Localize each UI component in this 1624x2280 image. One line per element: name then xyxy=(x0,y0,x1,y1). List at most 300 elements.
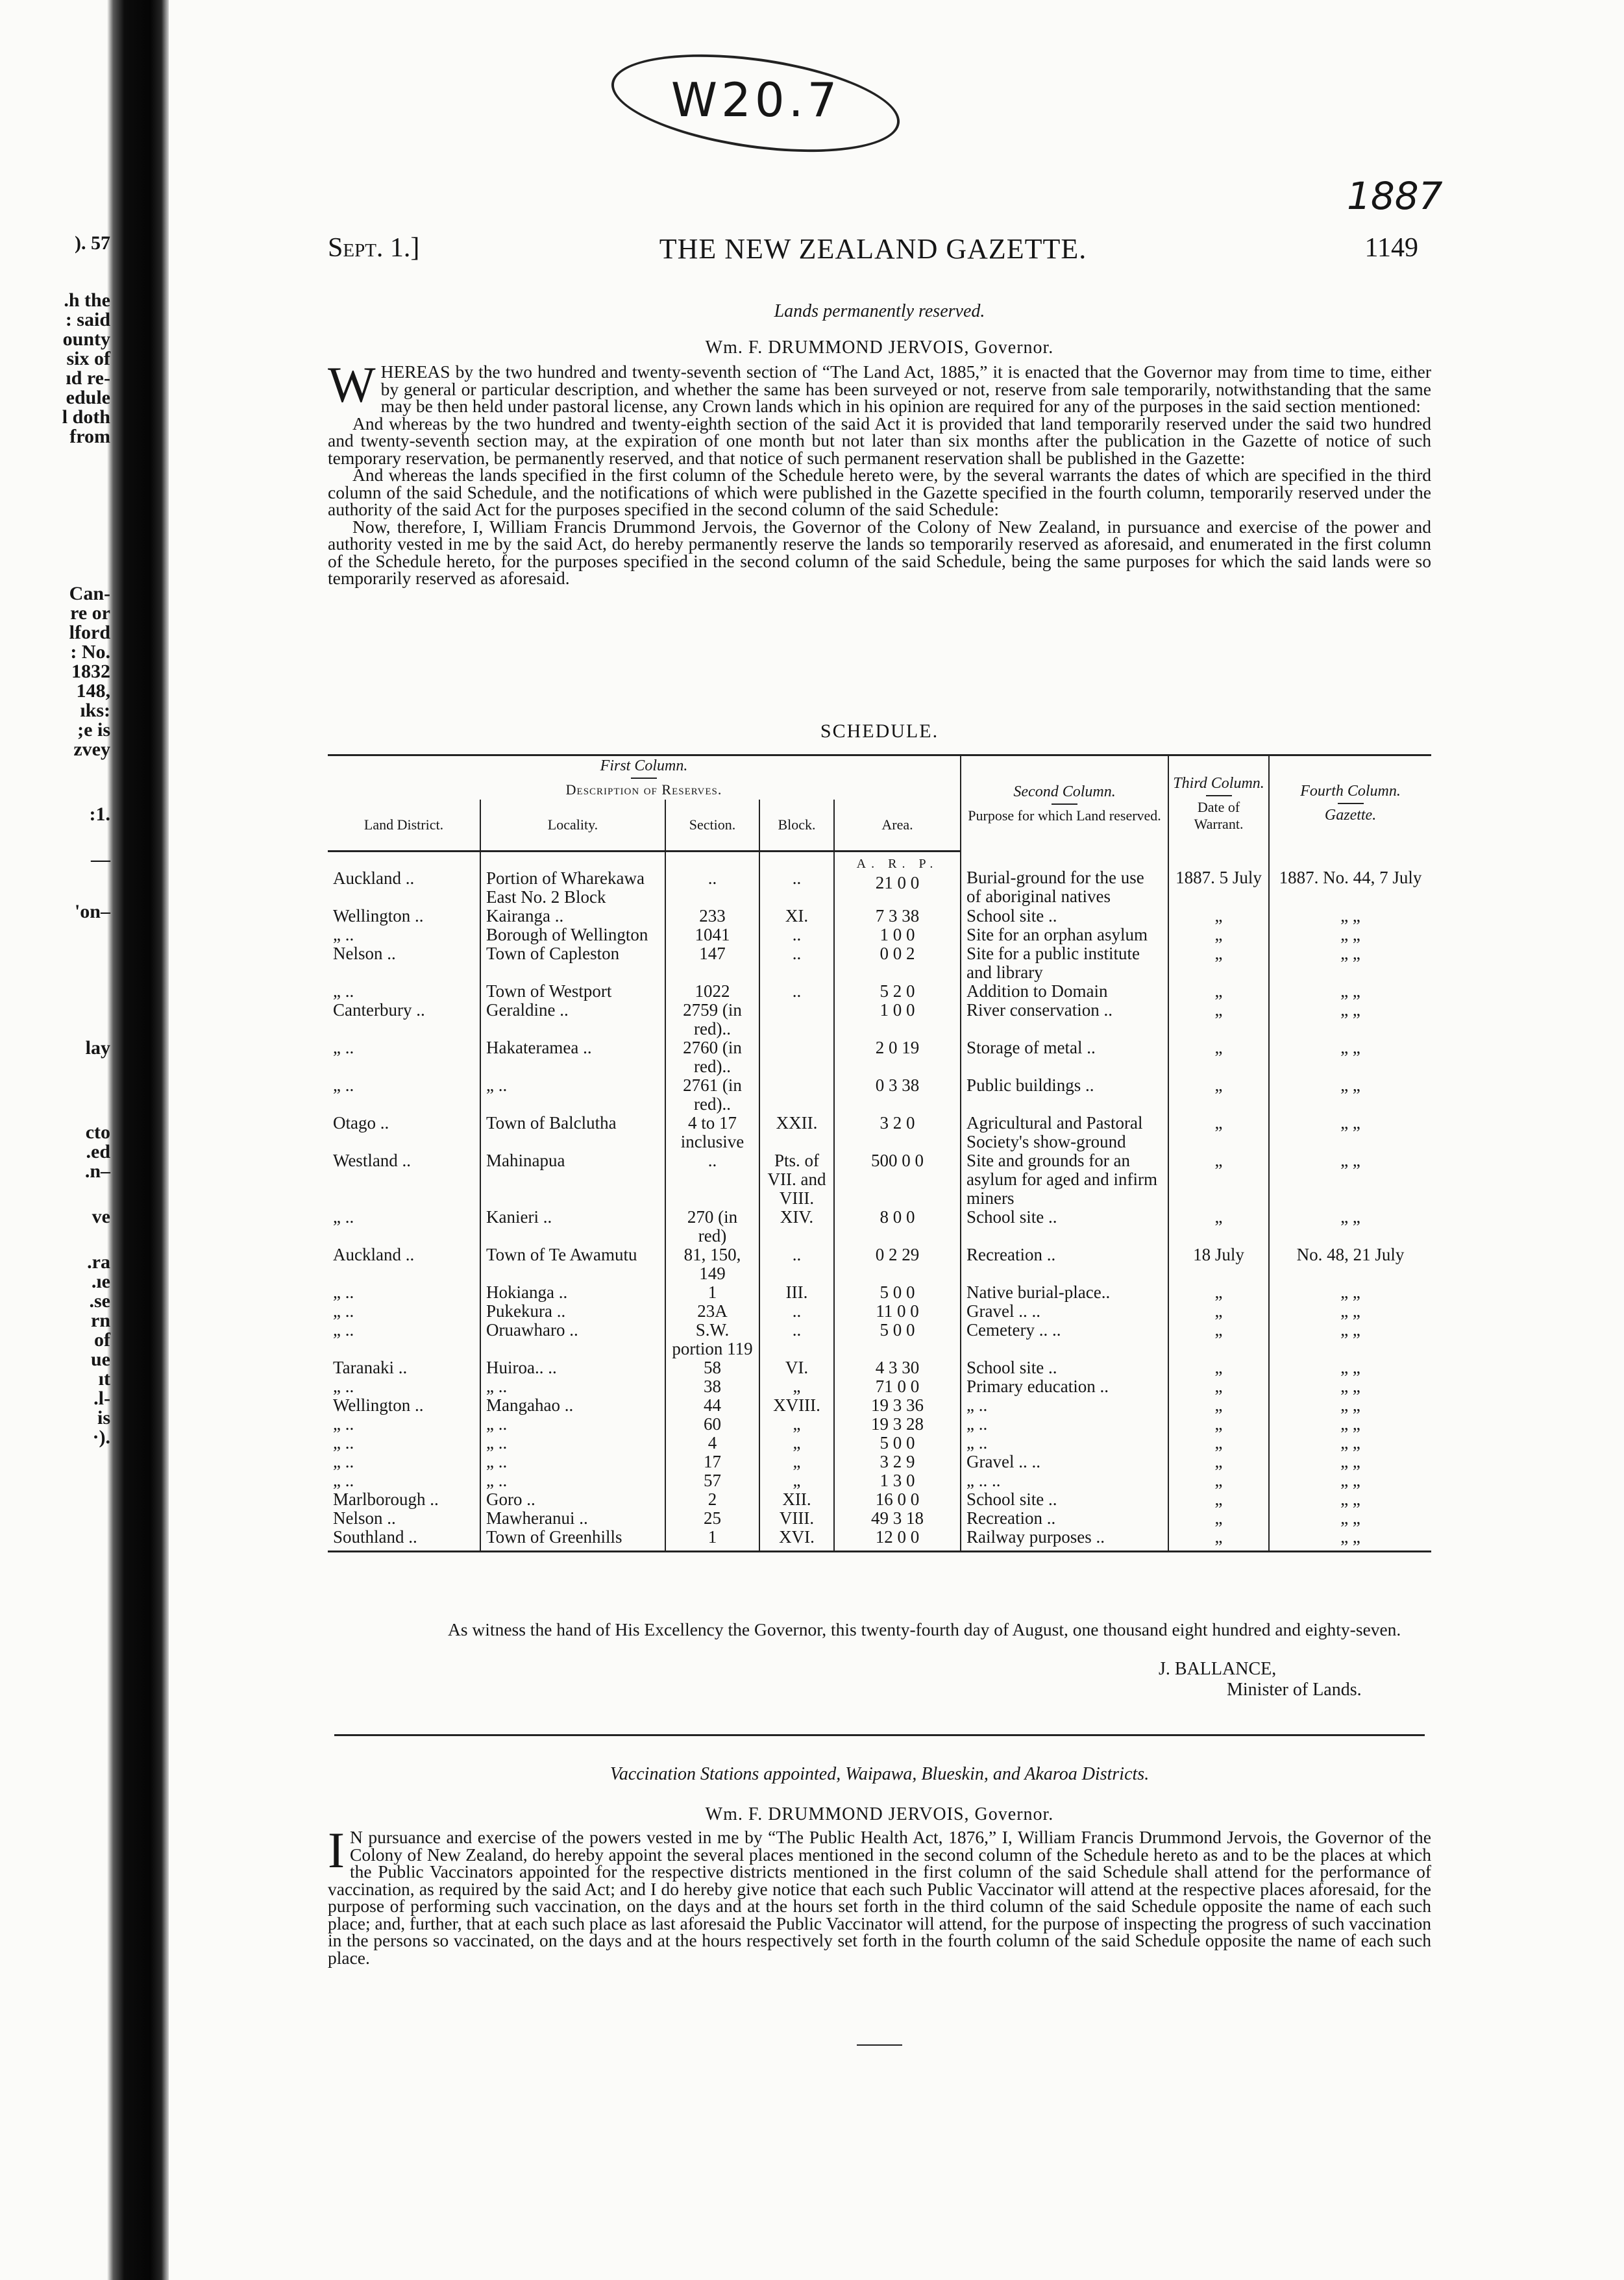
cell-block: .. xyxy=(759,982,834,1001)
cell-area: 0 0 2 xyxy=(834,944,961,982)
cell-district: „ .. xyxy=(333,981,354,1001)
section-header: Section. xyxy=(665,800,759,852)
cell-locality: Geraldine .. xyxy=(480,1001,665,1038)
cell-area xyxy=(834,852,961,907)
margin-fragment: 1832 xyxy=(71,661,110,682)
cell-block: XXII. xyxy=(759,1114,834,1151)
cell-locality: „ .. xyxy=(480,1076,665,1114)
schedule-row xyxy=(328,1377,1431,1396)
vaccination-body xyxy=(328,1822,1431,1968)
cell-gazette: „ „ xyxy=(1269,907,1431,925)
schedule-row xyxy=(328,925,1431,944)
cell-section: 233 xyxy=(665,907,759,925)
cell-purpose: School site .. xyxy=(961,907,1168,925)
end-rule xyxy=(857,2044,902,2046)
cell-purpose: Railway purposes .. xyxy=(961,1528,1168,1552)
schedule-row xyxy=(328,1114,1431,1151)
previous-page-margin xyxy=(36,0,110,2280)
cell-area: 1 0 0 xyxy=(834,925,961,944)
margin-fragment: .se xyxy=(89,1290,110,1312)
governor-line: Wm. F. DRUMMOND JERVOIS, Governor. xyxy=(705,337,1054,358)
cell-locality: Kanieri .. xyxy=(480,1208,665,1245)
cell-district: „ .. xyxy=(333,1452,354,1471)
cell-block: XII. xyxy=(759,1490,834,1509)
cell-section: .. xyxy=(665,852,759,907)
schedule-row xyxy=(328,1509,1431,1528)
schedule-row xyxy=(328,1001,1431,1038)
cell-district: Nelson .. xyxy=(333,944,396,963)
notice-paragraph: Now, therefore, I, William Francis Drummond Jervois, the Governor of the Colony of New Zealand, in pursuance and exercise of the power and authority vested in me by the said Act, do hereby permanently reserve the lands so temporarily reserved as aforesaid, and enumerated in the first column of the Schedule hereto, for the purposes specified in the second column of the said Schedule, being the same purposes for which the said lands were so temporarily reserved as aforesaid. xyxy=(328,516,1431,588)
cell-block: „ xyxy=(759,1377,834,1396)
cell-district: Canterbury .. xyxy=(333,1000,425,1020)
cell-warrant: „ xyxy=(1168,982,1269,1001)
margin-fragment: six of xyxy=(66,348,110,369)
cell-warrant: „ xyxy=(1168,1001,1269,1038)
schedule-row xyxy=(328,1283,1431,1302)
cell-district: „ .. xyxy=(333,1433,354,1453)
cell-purpose: Site for a public institute and library xyxy=(961,944,1168,982)
block-header: Block. xyxy=(759,800,834,852)
margin-fragment: ·). xyxy=(92,1427,110,1448)
margin-fragment: .ed xyxy=(86,1141,110,1162)
margin-fragment: : said xyxy=(65,309,110,330)
margin-fragment: ;e is xyxy=(77,719,110,741)
cell-warrant: „ xyxy=(1168,1415,1269,1434)
cell-warrant: „ xyxy=(1168,1453,1269,1471)
schedule-row xyxy=(328,1415,1431,1434)
cell-section: 2759 (in red).. xyxy=(665,1001,759,1038)
cell-warrant: „ xyxy=(1168,944,1269,982)
schedule-row xyxy=(328,944,1431,982)
cell-section: 147 xyxy=(665,944,759,982)
cell-gazette: „ „ xyxy=(1269,1283,1431,1302)
cell-locality: „ .. xyxy=(480,1471,665,1490)
cell-purpose: „ .. xyxy=(961,1434,1168,1453)
margin-fragment: — xyxy=(91,849,110,870)
cell-warrant: „ xyxy=(1168,1509,1269,1528)
locality-header: Locality. xyxy=(480,800,665,852)
cell-district: „ .. xyxy=(333,1377,354,1396)
cell-district: Auckland .. xyxy=(333,868,415,888)
cell-section: 38 xyxy=(665,1377,759,1396)
cell-purpose: School site .. xyxy=(961,1208,1168,1245)
margin-fragment: edule xyxy=(66,387,110,408)
cell-district: „ .. xyxy=(333,1075,354,1095)
cell-locality: „ .. xyxy=(480,1434,665,1453)
cell-block: .. xyxy=(759,925,834,944)
cell-section: 58 xyxy=(665,1358,759,1377)
cell-gazette: „ „ xyxy=(1269,982,1431,1001)
cell-area: 0 2 29 xyxy=(834,1245,961,1283)
cell-section: 2761 (in red).. xyxy=(665,1076,759,1114)
cell-warrant: „ xyxy=(1168,1076,1269,1114)
schedule-row xyxy=(328,1528,1431,1552)
cell-section: 1022 xyxy=(665,982,759,1001)
cell-gazette: „ „ xyxy=(1269,1208,1431,1245)
margin-fragment: : No. xyxy=(70,641,110,663)
margin-fragment: from xyxy=(69,426,110,447)
cell-gazette: „ „ xyxy=(1269,1528,1431,1552)
schedule-row xyxy=(328,1321,1431,1358)
margin-fragment: :1. xyxy=(89,803,110,825)
cell-warrant: „ xyxy=(1168,1038,1269,1076)
cell-purpose: Site and grounds for an asylum for aged and infirm miners xyxy=(961,1151,1168,1208)
cell-area: 3 2 0 xyxy=(834,1114,961,1151)
schedule-row xyxy=(328,1302,1431,1321)
cell-locality: Mahinapua xyxy=(480,1151,665,1208)
third-column-header: Third Column. Date of Warrant. xyxy=(1168,755,1269,852)
cell-section: S.W. portion 119 xyxy=(665,1321,759,1358)
cell-block: .. xyxy=(759,944,834,982)
cell-purpose: Site for an orphan asylum xyxy=(961,925,1168,944)
cell-warrant: 18 July xyxy=(1168,1245,1269,1283)
schedule-row xyxy=(328,852,1431,907)
cell-purpose: Public buildings .. xyxy=(961,1076,1168,1114)
margin-fragment: .h the xyxy=(64,289,110,311)
cell-warrant: „ xyxy=(1168,1321,1269,1358)
margin-fragment: ve xyxy=(92,1206,110,1227)
cell-block: .. xyxy=(759,1321,834,1358)
cell-warrant: „ xyxy=(1168,925,1269,944)
cell-locality: Town of Capleston xyxy=(480,944,665,982)
cell-gazette: „ „ xyxy=(1269,925,1431,944)
cell-gazette: „ „ xyxy=(1269,1321,1431,1358)
cell-purpose: Recreation .. xyxy=(961,1509,1168,1528)
cell-gazette: „ „ xyxy=(1269,1377,1431,1396)
cell-locality: Portion of Wharekawa East No. 2 Block xyxy=(480,852,665,907)
margin-fragment: ounty xyxy=(62,328,110,350)
cell-block: VIII. xyxy=(759,1509,834,1528)
margin-fragment: .l- xyxy=(93,1388,110,1409)
cell-district: Taranaki .. xyxy=(333,1358,408,1377)
cell-purpose: Recreation .. xyxy=(961,1245,1168,1283)
cell-section: 60 xyxy=(665,1415,759,1434)
header-title: THE NEW ZEALAND GAZETTE. xyxy=(659,233,1087,265)
cell-purpose: Addition to Domain xyxy=(961,982,1168,1001)
cell-locality: „ .. xyxy=(480,1415,665,1434)
cell-district: „ .. xyxy=(333,1207,354,1227)
margin-fragment: .n– xyxy=(84,1160,110,1182)
margin-fragment: .ıe xyxy=(91,1271,110,1292)
cell-warrant: „ xyxy=(1168,1151,1269,1208)
margin-fragment: ue xyxy=(91,1349,110,1370)
cell-warrant: „ xyxy=(1168,1528,1269,1552)
cell-block: .. xyxy=(759,1302,834,1321)
cell-district: „ .. xyxy=(333,1414,354,1434)
cell-block: VI. xyxy=(759,1358,834,1377)
page-header xyxy=(328,232,1418,271)
cell-purpose: Native burial-place.. xyxy=(961,1283,1168,1302)
cell-area: 1 3 0 xyxy=(834,1471,961,1490)
notice-body xyxy=(328,356,1431,588)
cell-warrant: „ xyxy=(1168,1396,1269,1415)
cell-purpose: School site .. xyxy=(961,1490,1168,1509)
cell-locality: Town of Greenhills xyxy=(480,1528,665,1552)
cell-warrant: „ xyxy=(1168,1377,1269,1396)
cell-area: 71 0 0 xyxy=(834,1377,961,1396)
schedule-row xyxy=(328,1490,1431,1509)
signatory-name: J. BALLANCE, xyxy=(1159,1659,1277,1679)
notice-paragraph xyxy=(328,356,1431,416)
cell-district: „ .. xyxy=(333,1301,354,1321)
notice-paragraph: And whereas by the two hundred and twenty-eighth section of the said Act it is provided that land temporarily reserved under the said two hundred and twenty-seventh section may, at the expiration of one month but not later than six months after the publication in the Gazette of notice of such temporary reservation, be permanently reserved, and that notice of such permanent reservation shall be published in the Gazette: xyxy=(328,413,1431,468)
schedule-row xyxy=(328,1076,1431,1114)
cell-locality: Borough of Wellington xyxy=(480,925,665,944)
cell-block: XI. xyxy=(759,907,834,925)
cell-warrant: 1887. 5 July xyxy=(1168,852,1269,907)
cell-gazette: „ „ xyxy=(1269,1453,1431,1471)
area-header: Area. xyxy=(834,800,961,852)
cell-district: Nelson .. xyxy=(333,1508,396,1528)
second-column-header: Second Column. Purpose for which Land reserved. xyxy=(961,755,1168,852)
cell-gazette: „ „ xyxy=(1269,1114,1431,1151)
cell-area: 1 0 0 xyxy=(834,1001,961,1038)
cell-area: 19 3 28 xyxy=(834,1415,961,1434)
cell-locality: Oruawharo .. xyxy=(480,1321,665,1358)
schedule-row xyxy=(328,1208,1431,1245)
cell-purpose: Burial-ground for the use of aboriginal natives xyxy=(961,852,1168,907)
cell-block: XVI. xyxy=(759,1528,834,1552)
header-date: Sept. 1.] xyxy=(328,233,420,263)
signatory-title: Minister of Lands. xyxy=(1227,1680,1362,1700)
cell-block xyxy=(759,1076,834,1114)
cell-section: .. xyxy=(665,1151,759,1208)
cell-area: 8 0 0 xyxy=(834,1208,961,1245)
margin-fragment: ıd re- xyxy=(66,367,110,389)
land-district-header: Land District. xyxy=(328,800,480,852)
cell-locality: „ .. xyxy=(480,1453,665,1471)
margin-fragment: 'on– xyxy=(74,901,110,922)
cell-district: „ .. xyxy=(333,925,354,944)
cell-area: 0 3 38 xyxy=(834,1076,961,1114)
cell-block: XIV. xyxy=(759,1208,834,1245)
cell-area: 49 3 18 xyxy=(834,1509,961,1528)
cell-section: 1 xyxy=(665,1528,759,1552)
schedule-row xyxy=(328,1038,1431,1076)
area-value: 21 0 0 xyxy=(875,873,920,892)
cell-area: 2 0 19 xyxy=(834,1038,961,1076)
notice-heading: Lands permanently reserved. xyxy=(774,301,985,321)
cell-purpose: Gravel .. .. xyxy=(961,1453,1168,1471)
cell-area: 12 0 0 xyxy=(834,1528,961,1552)
cell-purpose: „ .. .. xyxy=(961,1471,1168,1490)
cell-gazette: „ „ xyxy=(1269,1001,1431,1038)
witness-text: As witness the hand of His Excellency the Governor, this twenty-fourth day of August, one thousand eight hundred and eighty-seven. xyxy=(448,1619,1401,1639)
cell-locality: Town of Westport xyxy=(480,982,665,1001)
cell-purpose: Gravel .. .. xyxy=(961,1302,1168,1321)
cell-warrant: „ xyxy=(1168,1283,1269,1302)
cell-warrant: „ xyxy=(1168,1490,1269,1509)
cell-block: „ xyxy=(759,1471,834,1490)
schedule-row xyxy=(328,1151,1431,1208)
cell-gazette: 1887. No. 44, 7 July xyxy=(1269,852,1431,907)
cell-area: 19 3 36 xyxy=(834,1396,961,1415)
schedule-row xyxy=(328,1396,1431,1415)
cell-block: „ xyxy=(759,1415,834,1434)
schedule-table xyxy=(328,754,1431,1552)
margin-fragment: lay xyxy=(85,1037,110,1059)
cell-locality: Mangahao .. xyxy=(480,1396,665,1415)
cell-section: 17 xyxy=(665,1453,759,1471)
margin-fragment: 148, xyxy=(76,680,110,702)
first-column-header: First Column. Description of Reserves. xyxy=(328,755,961,800)
dropcap: W xyxy=(328,356,376,413)
cell-block: XVIII. xyxy=(759,1396,834,1415)
margin-fragment: .ra xyxy=(87,1251,110,1273)
cell-block: III. xyxy=(759,1283,834,1302)
cell-district: Marlborough .. xyxy=(333,1489,439,1509)
cell-district: „ .. xyxy=(333,1282,354,1302)
cell-gazette: „ „ xyxy=(1269,1358,1431,1377)
schedule-row xyxy=(328,907,1431,925)
cell-locality: Mawheranui .. xyxy=(480,1509,665,1528)
cell-block: „ xyxy=(759,1434,834,1453)
handwritten-year: 1887 xyxy=(1347,174,1443,218)
cell-gazette: „ „ xyxy=(1269,1490,1431,1509)
witness-clause xyxy=(448,1621,1434,1639)
cell-district: „ .. xyxy=(333,1038,354,1057)
cell-locality: Town of Balclutha xyxy=(480,1114,665,1151)
cell-locality: Huiroa.. .. xyxy=(480,1358,665,1377)
vaccination-governor-line: Wm. F. DRUMMOND JERVOIS, Governor. xyxy=(705,1804,1054,1824)
cell-district: „ .. xyxy=(333,1471,354,1490)
page-number: 1149 xyxy=(1364,233,1418,263)
cell-warrant: „ xyxy=(1168,1358,1269,1377)
cell-district: Westland .. xyxy=(333,1151,412,1170)
cell-gazette: „ „ xyxy=(1269,1076,1431,1114)
cell-purpose: River conservation .. xyxy=(961,1001,1168,1038)
margin-fragment: is xyxy=(97,1407,110,1428)
cell-block: .. xyxy=(759,1245,834,1283)
cell-section: 4 xyxy=(665,1434,759,1453)
cell-purpose: Agricultural and Pastoral Society's show-ground xyxy=(961,1114,1168,1151)
margin-fragment: rn xyxy=(91,1310,110,1331)
cell-area: 5 2 0 xyxy=(834,982,961,1001)
area-units: A. R. P. xyxy=(856,857,939,871)
cell-section: 4 to 17 inclusive xyxy=(665,1114,759,1151)
cell-section: 1 xyxy=(665,1283,759,1302)
cell-district: Auckland .. xyxy=(333,1245,415,1264)
margin-fragment: re or xyxy=(70,602,110,624)
cell-gazette: „ „ xyxy=(1269,1302,1431,1321)
vaccination-heading: Vaccination Stations appointed, Waipawa, Blueskin, and Akaroa Districts. xyxy=(609,1764,1150,1784)
cell-gazette: „ „ xyxy=(1269,1415,1431,1434)
cell-warrant: „ xyxy=(1168,907,1269,925)
cell-warrant: „ xyxy=(1168,1434,1269,1453)
cell-district: „ .. xyxy=(333,1320,354,1340)
cell-block: Pts. of VII. and VIII. xyxy=(759,1151,834,1208)
cell-gazette: „ „ xyxy=(1269,1151,1431,1208)
stamp-text: W20.7 xyxy=(671,73,841,128)
margin-fragment: cto xyxy=(85,1122,110,1143)
cell-gazette: „ „ xyxy=(1269,1396,1431,1415)
cell-locality: Hokianga .. xyxy=(480,1283,665,1302)
margin-fragment: l doth xyxy=(62,406,110,428)
cell-locality: „ .. xyxy=(480,1377,665,1396)
schedule-body xyxy=(328,852,1431,1552)
cell-section: 270 (in red) xyxy=(665,1208,759,1245)
cell-section: 2760 (in red).. xyxy=(665,1038,759,1076)
cell-purpose: „ .. xyxy=(961,1396,1168,1415)
scan-binding-shadow xyxy=(107,0,169,2280)
cell-locality: Town of Te Awamutu xyxy=(480,1245,665,1283)
cell-locality: Kairanga .. xyxy=(480,907,665,925)
cell-purpose: Cemetery .. .. xyxy=(961,1321,1168,1358)
cell-section: 1041 xyxy=(665,925,759,944)
cell-area: 3 2 9 xyxy=(834,1453,961,1471)
cell-block: .. xyxy=(759,852,834,907)
margin-fragment: of xyxy=(94,1329,110,1351)
cell-area: 5 0 0 xyxy=(834,1321,961,1358)
margin-fragment: Can- xyxy=(69,583,110,604)
cell-section: 81, 150, 149 xyxy=(665,1245,759,1283)
margin-fragment: ıt xyxy=(98,1368,110,1390)
cell-district: Wellington .. xyxy=(333,1395,424,1415)
cell-warrant: „ xyxy=(1168,1471,1269,1490)
cell-purpose: Primary education .. xyxy=(961,1377,1168,1396)
cell-section: 57 xyxy=(665,1471,759,1490)
cell-locality: Pukekura .. xyxy=(480,1302,665,1321)
cell-block: „ xyxy=(759,1453,834,1471)
cell-district: Southland .. xyxy=(328,1528,480,1552)
schedule-row xyxy=(328,1245,1431,1283)
margin-fragment: ıks: xyxy=(80,700,110,721)
cell-section: 25 xyxy=(665,1509,759,1528)
vaccination-paragraph xyxy=(328,1822,1431,1968)
cell-gazette: No. 48, 21 July xyxy=(1269,1245,1431,1283)
cell-warrant: „ xyxy=(1168,1208,1269,1245)
cell-area: 4 3 30 xyxy=(834,1358,961,1377)
cell-gazette: „ „ xyxy=(1269,1509,1431,1528)
fourth-column-header: Fourth Column. Gazette. xyxy=(1269,755,1431,852)
cell-area: 16 0 0 xyxy=(834,1490,961,1509)
cell-locality: Goro .. xyxy=(480,1490,665,1509)
margin-fragment: lford xyxy=(69,622,110,643)
archive-stamp xyxy=(606,38,906,167)
margin-fragment: zvey xyxy=(73,739,110,760)
cell-warrant: „ xyxy=(1168,1114,1269,1151)
paragraph-text: N pursuance and exercise of the powers vested in me by “The Public Health Act, 1876,” I, William Francis Drummond Jervois, the Governor of the Colony of New Zealand, do hereby appoint the several places mentioned in the second column of the Schedule hereto as and to be the places at which the Public Vaccinators appointed for the respective districts mentioned in the first column of the said Schedule shall attend for the performance of vaccination, as required by the said Act; and I do hereby give notice that each such Public Vaccinator will attend at the respective places aforesaid, for the purpose of performing such vaccination, on the days and at the hours set forth in the third column of the said Schedule opposite the name of each such place; and, further, that at each such place as last aforesaid the Public Vaccinator will attend, for the purpose of inspecting the progress of such vaccination in the persons so vaccinated, on the days and at the hours respectively set forth in the fourth column of the said Schedule opposite the name of each such place. xyxy=(328,1827,1431,1968)
cell-locality: Hakateramea .. xyxy=(480,1038,665,1076)
schedule-row xyxy=(328,1434,1431,1453)
cell-district: Otago .. xyxy=(333,1113,389,1133)
cell-purpose: Storage of metal .. xyxy=(961,1038,1168,1076)
cell-gazette: „ „ xyxy=(1269,1038,1431,1076)
cell-area: 500 0 0 xyxy=(834,1151,961,1208)
margin-fragment: ). 57 xyxy=(75,232,110,254)
cell-area: 11 0 0 xyxy=(834,1302,961,1321)
cell-gazette: „ „ xyxy=(1269,1471,1431,1490)
schedule-row xyxy=(328,1453,1431,1471)
cell-area: 5 0 0 xyxy=(834,1434,961,1453)
paragraph-text: HEREAS by the two hundred and twenty-seventh section of “The Land Act, 1885,” it is enacted that the Governor may from time to time, either by general or particular description, and whether the same has been surveyed or not, reserve from sale temporarily, notwithstanding that the same may be then held under pastoral license, any Crown lands which in his opinion are required for any of the purposes in the said section mentioned: xyxy=(380,362,1431,416)
cell-section: 44 xyxy=(665,1396,759,1415)
cell-district: Wellington .. xyxy=(333,906,424,925)
cell-area: 7 3 38 xyxy=(834,907,961,925)
cell-gazette: „ „ xyxy=(1269,944,1431,982)
cell-purpose: School site .. xyxy=(961,1358,1168,1377)
section-divider xyxy=(334,1734,1425,1736)
cell-block xyxy=(759,1001,834,1038)
notice-paragraph: And whereas the lands specified in the first column of the Schedule hereto were, by the several warrants the dates of which are specified in the third column of the said Schedule, and the notifications of which were published in the Gazette specified in the fourth column, temporarily reserved under the authority of the said Act for the purposes specified in the second column of the said Schedule: xyxy=(328,465,1431,519)
schedule-row xyxy=(328,1471,1431,1490)
cell-area: 5 0 0 xyxy=(834,1283,961,1302)
cell-gazette: „ „ xyxy=(1269,1434,1431,1453)
cell-warrant: „ xyxy=(1168,1302,1269,1321)
dropcap: I xyxy=(328,1822,345,1878)
cell-section: 23A xyxy=(665,1302,759,1321)
cell-section: 2 xyxy=(665,1490,759,1509)
